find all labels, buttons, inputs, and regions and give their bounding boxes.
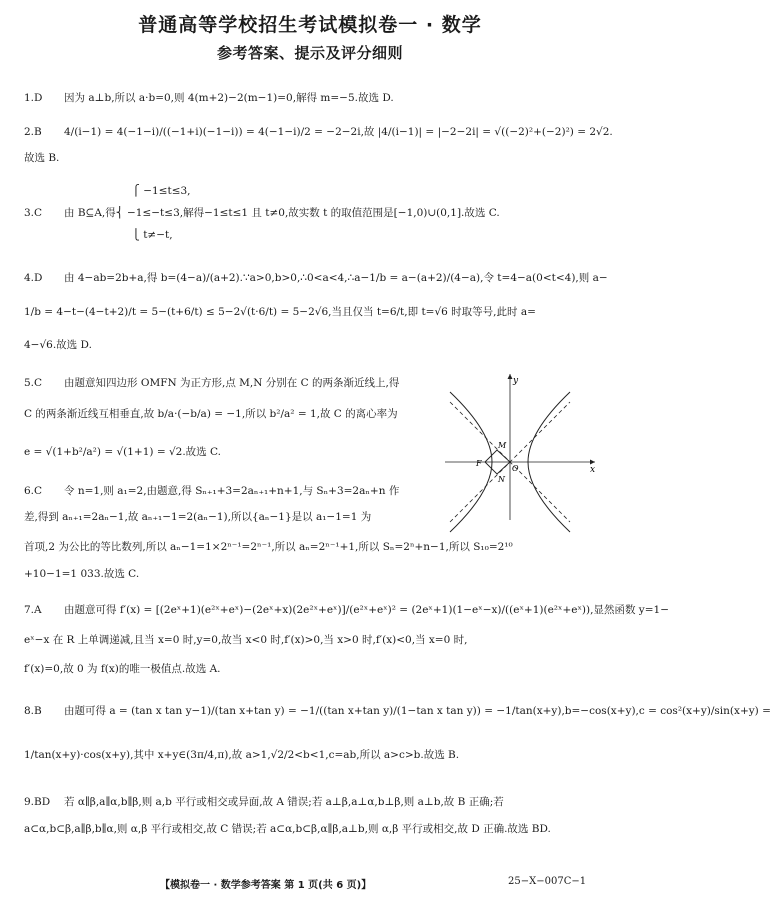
answer-label: 5.C	[24, 377, 43, 389]
answer-label: 6.C	[24, 485, 43, 497]
answer-text: 1/b = 4−t−(4−t+2)/t = 5−(t+6/t) ≤ 5−2√(t·6/t) = 5−2√6,当且仅当 t=6/t,即 t=√6 时取等号,此时 a=	[24, 306, 536, 318]
answer-text: 1/tan(x+y)·cos(x+y),其中 x+y∈(3π/4,π),故 a>1,√2/2<b<1,c=ab,所以 a>c>b.故选 B.	[24, 749, 460, 761]
answer-label: 2.B	[24, 126, 42, 138]
point-label-m: M	[498, 441, 507, 450]
answer-label: 8.B	[24, 705, 42, 717]
answer-text: 由题意知四边形 OMFN 为正方形,点 M,N 分别在 C 的两条渐近线上,得	[64, 377, 400, 389]
page-subtitle: 参考答案、提示及评分细则	[216, 44, 403, 62]
answer-4	[24, 262, 608, 360]
answer-text: 因为 a⊥b,所以 a·b=0,则 4(m+2)−2(m−1)=0,解得 m=−5.故选 D.	[64, 92, 394, 104]
answer-text: 首项,2 为公比的等比数列,所以 aₙ−1=1×2ⁿ⁻¹=2ⁿ⁻¹,所以 aₙ=2ⁿ⁻¹+1,所以 Sₙ=2ⁿ+n−1,所以 S₁₀=2¹⁰	[24, 541, 513, 553]
answer-text: ⎩ t≠−t,	[132, 229, 173, 241]
answer-text: 若 α∥β,a∥α,b∥β,则 a,b 平行或相交或异面,故 A 错误;若 a⊥β,a⊥α,b⊥β,则 a⊥b,故 B 正确;若 a⊂α,b⊂β,a∥β,b∥α,则 α,β 平行或相交,故 C 错误;若 a⊂α,b⊂β,α∥β,a⊥b,则 α,β 平行或相交,故 D 正确.故选 BD.	[24, 796, 551, 835]
answer-text: 差,得到 aₙ₊₁=2aₙ−1,故 aₙ₊₁−1=2(aₙ−1),所以{aₙ−1}是以 a₁−1=1 为	[24, 511, 372, 523]
answer-label: 7.A	[24, 604, 42, 616]
point-label-f: F	[476, 459, 482, 468]
answer-9	[24, 789, 596, 843]
answer-8	[24, 693, 771, 781]
answer-text: 由题意可得 f′(x) = [(2eˣ+1)(e²ˣ+eˣ)−(2eˣ+x)(2e²ˣ+eˣ)]/(e²ˣ+eˣ)² = (2eˣ+1)(1−eˣ−x)/((eˣ+1)(e²ˣ+eˣ)),显然函数 y=1−	[64, 604, 669, 616]
answer-text: +10−1=1 033.故选 C.	[24, 568, 140, 580]
answer-text: f′(x)=0,故 0 为 f(x)的唯一极值点.故选 A.	[24, 663, 221, 675]
answer-text: 由 4−ab=2b+a,得 b=(4−a)/(a+2).∵a>0,b>0,∴0<a<4,∴a−1/b = a−(a+2)/(4−a),令 t=4−a(0<t<4),则 a−	[64, 272, 608, 284]
answer-text: 4/(i−1) = 4(−1−i)/((−1+i)(−1−i)) = 4(−1−i)/2 = −2−2i,故 |4/(i−1)| = |−2−2i| = √((−2)²+(−2)²) = 2√2.	[64, 126, 613, 138]
answer-6	[24, 480, 596, 586]
answer-1	[24, 87, 596, 109]
answer-text: 由 B⊆A,得⎨ −1≤−t≤3,解得−1≤t≤1 且 t≠0,故实数 t 的取值范围是[−1,0)∪(0,1].故选 C.	[64, 207, 500, 219]
answer-label: 3.C	[24, 207, 43, 219]
answer-text: e = √(1+b²/a²) = √(1+1) = √2.故选 C.	[24, 446, 222, 458]
point-label-n: N	[498, 475, 505, 484]
point-label-o: O	[512, 464, 519, 473]
answer-label: 1.D	[24, 92, 43, 104]
answer-text: 故选 B.	[24, 152, 60, 164]
answer-text: eˣ−x 在 R 上单调递减,且当 x=0 时,y=0,故当 x<0 时,f′(x)>0,当 x>0 时,f′(x)<0,当 x=0 时,	[24, 634, 468, 646]
axis-label-x: x	[590, 465, 596, 475]
answer-text: ⎧ −1≤t≤3,	[132, 185, 191, 197]
axis-label-y: y	[513, 376, 519, 386]
answer-7	[24, 595, 669, 683]
answer-text: 4−√6.故选 D.	[24, 339, 92, 351]
footer-page-info: 【模拟卷一 · 数学参考答案 第 1 页(共 6 页)】	[160, 880, 372, 891]
answer-text: 令 n=1,则 a₁=2,由题意,得 Sₙ₊₁+3=2aₙ₊₁+n+1,与 Sₙ+3=2aₙ+n 作	[64, 485, 400, 497]
answer-label: 4.D	[24, 272, 43, 284]
page-title: 普通高等学校招生考试模拟卷一 · 数学	[138, 14, 482, 36]
answer-3	[24, 180, 596, 246]
answer-label: 9.BD	[24, 796, 51, 808]
footer-code: 25−X−007C−1	[508, 876, 587, 887]
answer-text: 由题可得 a = (tan x tan y−1)/(tan x+tan y) = −1/((tan x+tan y)/(1−tan x tan y)) = −1/tan(x+y),b=−cos(x+y),c = cos²(x+y)/sin(x+y) =	[64, 705, 771, 717]
answer-5	[24, 370, 434, 472]
answer-text: C 的两条渐近线互相垂直,故 b/a·(−b/a) = −1,所以 b²/a² = 1,故 C 的离心率为	[24, 408, 398, 420]
answer-2	[24, 117, 613, 169]
